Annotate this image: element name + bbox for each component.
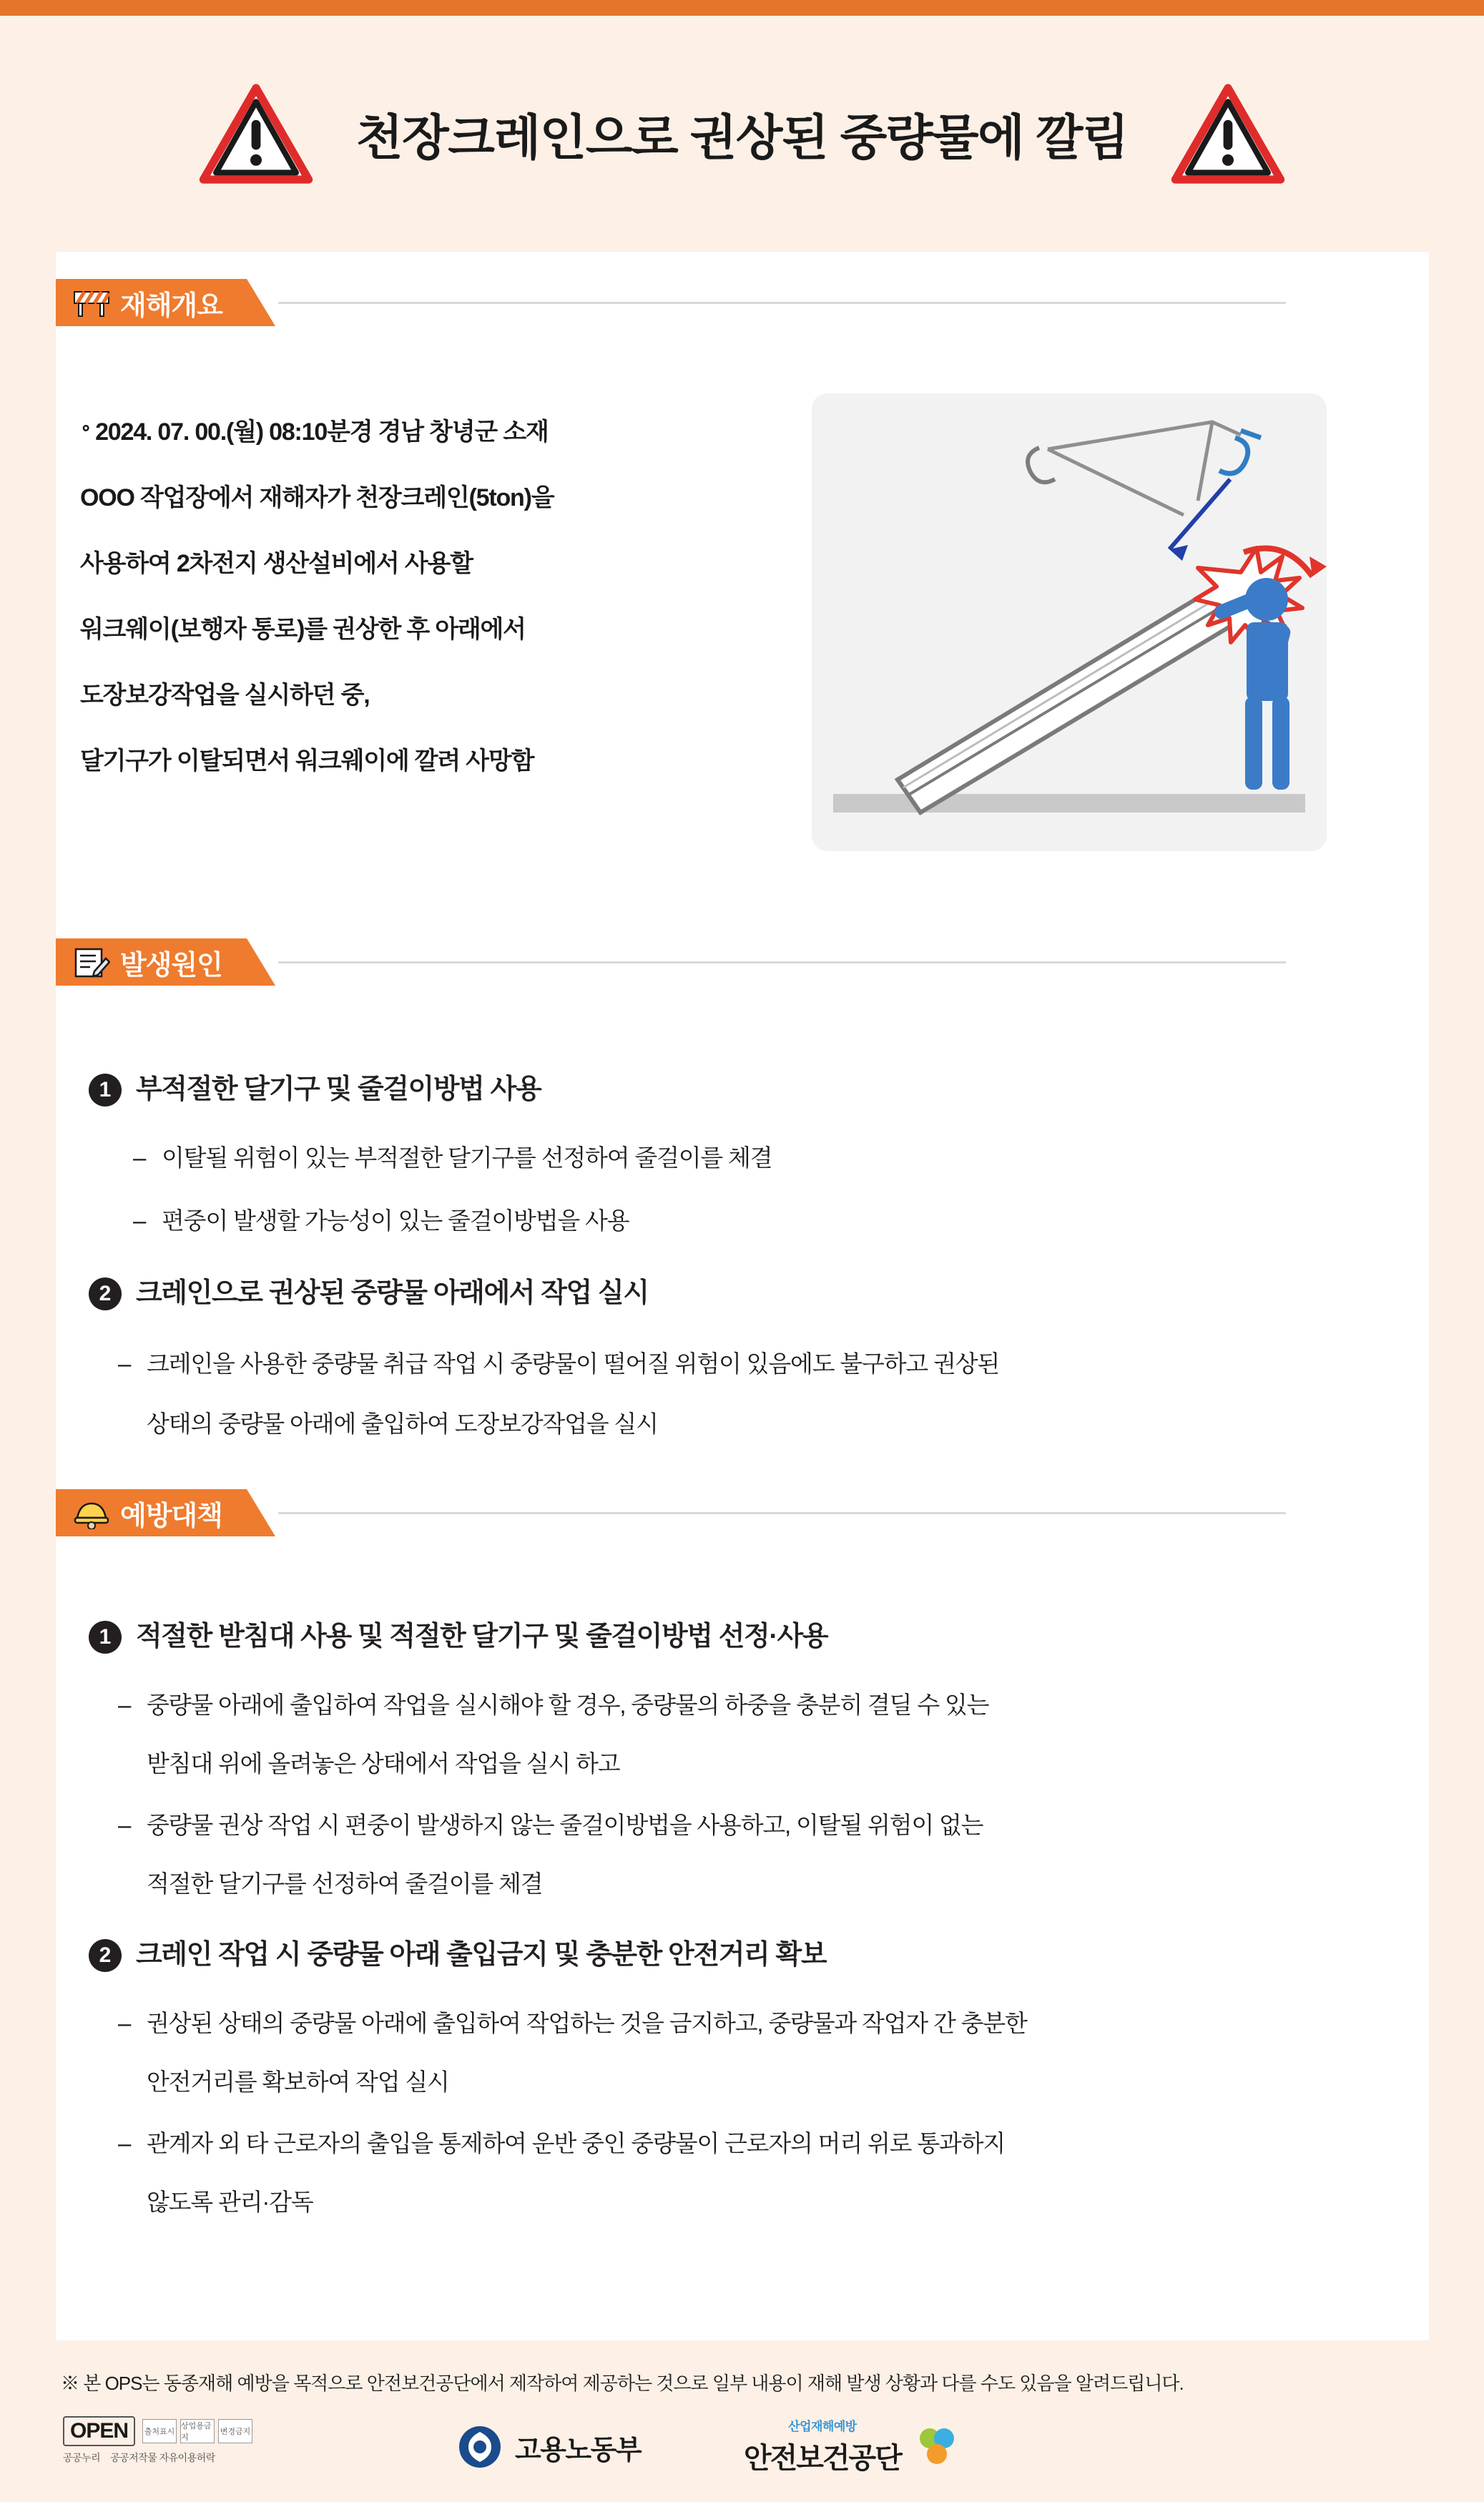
prevention-detail: – 중량물 아래에 출입하여 작업을 실시해야 할 경우, 중량물의 하중을 충분히 결딜 수 있는 <box>118 1679 1334 1732</box>
cause-item-2 <box>89 1275 649 1312</box>
cause-title: 부적절한 달기구 및 줄걸이방법 사용 <box>136 1074 541 1104</box>
prevention-detail: – 중량물 권상 작업 시 편중이 발생하지 않는 줄걸이방법을 사용하고, 이탈될 위험이 없는 <box>118 1799 1334 1852</box>
cause-detail: – 크레인을 사용한 중량물 취급 작업 시 중량물이 떨어질 위험이 있음에도 불구하고 권상된 <box>118 1338 1320 1390</box>
kosha-subtitle: 산업재해예방 <box>788 2420 857 2433</box>
overview-line: ∘ 2024. 07. 00.(월) 08:10분경 경남 창녕군 소재 <box>80 417 549 446</box>
section-divider <box>278 961 1286 963</box>
license-box: 출처표시 <box>142 2419 177 2443</box>
overview-line: 사용하여 2차전지 생산설비에서 사용할 <box>80 550 473 577</box>
section-label-overview: 재해개요 <box>120 290 222 321</box>
section-header-overview <box>56 279 1286 326</box>
page-title-row <box>0 73 1484 195</box>
dash-marker: – <box>118 1350 131 1377</box>
accident-illustration <box>812 393 1327 851</box>
overview-line: 워크웨이(보행자 통로)를 권상한 후 아래에서 <box>80 616 526 643</box>
crane-lifting-worker-illustration <box>812 393 1327 851</box>
page-title: 천장크레인으로 권상된 중량물에 깔림 <box>355 110 1129 165</box>
prevention-title: 크레인 작업 시 중량물 아래 출입금지 및 충분한 안전거리 확보 <box>136 1940 827 1970</box>
section-divider <box>278 302 1286 304</box>
overview-line: OOO 작업장에서 재해자가 천장크레인(5ton)을 <box>80 484 554 511</box>
section-tag-causes <box>56 938 247 986</box>
number-badge: 2 <box>89 1939 122 1972</box>
overview-line: 달기구가 이탈되면서 워크웨이에 깔려 사망함 <box>80 747 534 775</box>
molab-text: 고용노동부 <box>515 2435 642 2466</box>
prevention-item-2 <box>89 1936 826 1973</box>
open-government-license-logo <box>63 2416 299 2465</box>
top-accent-bar <box>0 0 1484 16</box>
ops-poster-page <box>0 16 1484 2502</box>
footer-logo-row <box>0 2412 1484 2498</box>
prevention-detail: 적절한 달기구를 선정하여 줄걸이를 체결 <box>147 1870 543 1897</box>
kosha-clover-icon <box>913 2423 960 2470</box>
prevention-detail: – 권상된 상태의 중량물 아래에 출입하여 작업하는 것을 금지하고, 중량물과 작업자 간 충분한 <box>118 1997 1334 2050</box>
warning-triangle-icon <box>1171 80 1285 187</box>
molab-logo <box>458 2425 641 2469</box>
section-header-prevention <box>56 1489 1286 1536</box>
dash-marker: – <box>133 1144 146 1171</box>
overview-text-block <box>80 395 852 794</box>
warning-triangle-icon <box>199 80 313 187</box>
bullet-dot-icon: ∘ <box>80 417 92 438</box>
open-caption-text: 공공누리 <box>63 2452 101 2463</box>
kosha-logo <box>744 2416 960 2476</box>
cause-detail: – 이탈될 위험이 있는 부적절한 달기구를 선정하여 줄걸이를 체결 <box>133 1132 1277 1184</box>
number-badge: 1 <box>89 1074 122 1107</box>
section-divider <box>278 1512 1286 1514</box>
open-mark-text: OPEN <box>63 2416 135 2446</box>
open-caption-text: 공공저작물 자유이용허락 <box>110 2452 215 2463</box>
dash-marker: – <box>118 1812 131 1838</box>
section-label-causes: 발생원인 <box>120 950 222 981</box>
prevention-detail: 안전거리를 확보하여 작업 실시 <box>147 2069 449 2095</box>
section-tag-overview <box>56 279 247 326</box>
prevention-title: 적절한 받침대 사용 및 적절한 달기구 및 줄걸이방법 선정·사용 <box>136 1622 828 1652</box>
kosha-title: 안전보건공단 <box>744 2443 901 2474</box>
section-header-causes <box>56 938 1286 986</box>
section-tag-prevention <box>56 1489 247 1536</box>
barrier-icon <box>73 286 110 319</box>
number-badge: 2 <box>89 1277 122 1310</box>
prevention-item-1 <box>89 1618 827 1655</box>
prevention-detail: 않도록 관리·감독 <box>147 2189 313 2215</box>
prevention-detail: – 관계자 외 타 근로자의 출입을 통제하여 운반 중인 중량물이 근로자의 머리 위로 통과하지 <box>118 2117 1334 2170</box>
cause-title: 크레인으로 권상된 중량물 아래에서 작업 실시 <box>136 1278 649 1308</box>
cause-detail: 상태의 중량물 아래에 출입하여 도장보강작업을 실시 <box>147 1411 658 1437</box>
government-emblem-icon <box>458 2425 502 2469</box>
number-badge: 1 <box>89 1621 122 1654</box>
dash-marker: – <box>133 1207 146 1234</box>
notepad-pencil-icon <box>73 946 110 978</box>
cause-item-1 <box>89 1071 541 1108</box>
cause-detail: – 편중이 발생할 가능성이 있는 줄걸이방법을 사용 <box>133 1194 1277 1247</box>
prevention-detail: 받침대 위에 올려놓은 상태에서 작업을 실시 하고 <box>147 1750 620 1777</box>
license-box: 상업용금지 <box>180 2419 215 2443</box>
overview-line: 도장보강작업을 실시하던 중, <box>80 682 370 709</box>
worker-helmet-icon <box>73 1496 110 1529</box>
dash-marker: – <box>118 1692 131 1718</box>
footer-disclaimer: ※ 본 OPS는 동종재해 예방을 목적으로 안전보건공단에서 제작하여 제공하는 것으로 일부 내용이 재해 발생 상황과 다를 수도 있음을 알려드립니다. <box>61 2373 1184 2394</box>
dash-marker: – <box>118 2010 131 2036</box>
section-label-prevention: 예방대책 <box>120 1501 222 1531</box>
license-box: 변경금지 <box>218 2419 252 2443</box>
dash-marker: – <box>118 2130 131 2157</box>
